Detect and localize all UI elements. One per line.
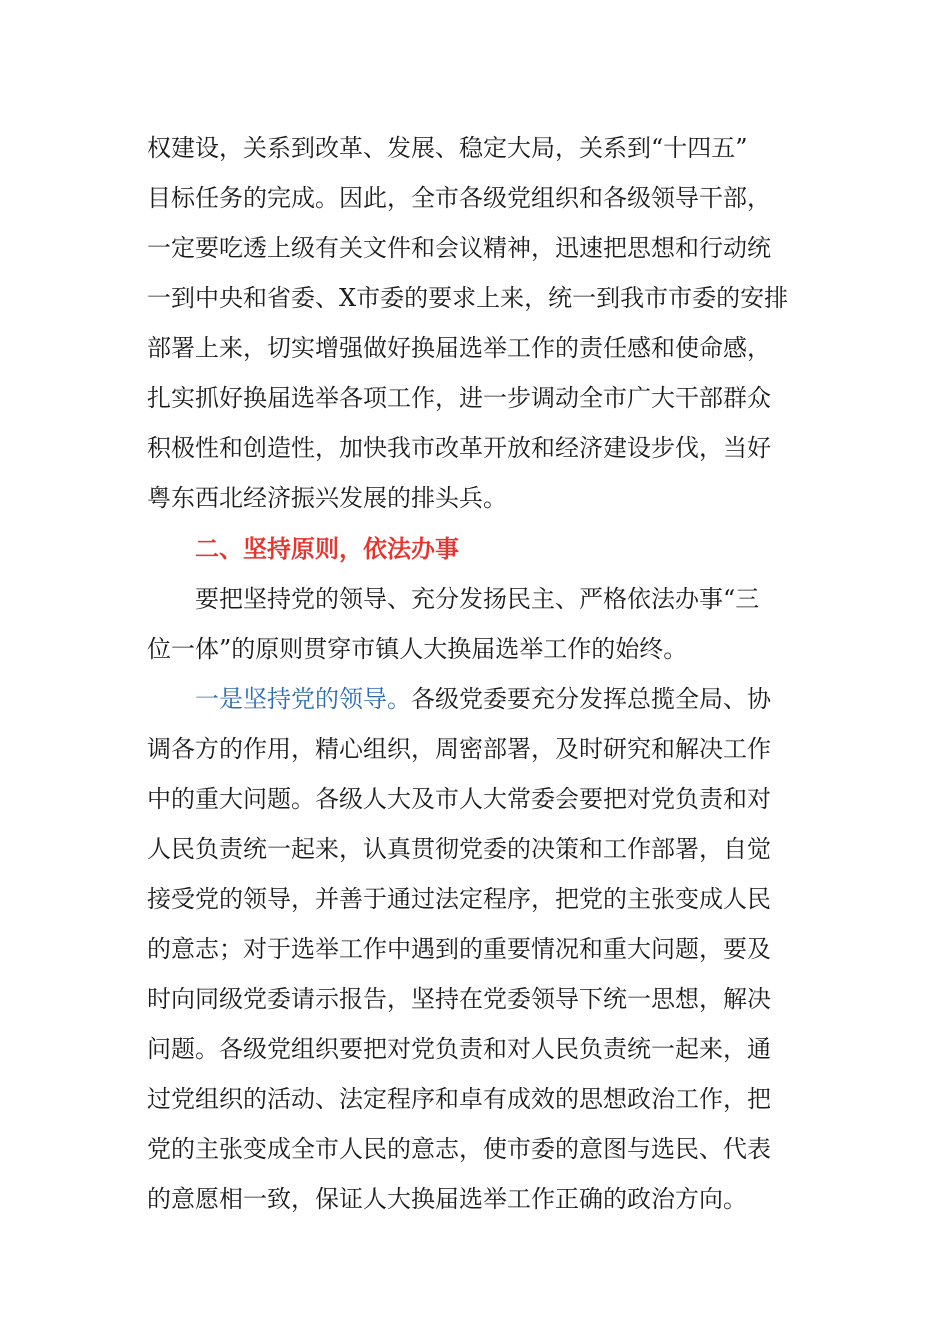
paragraph-1-line xyxy=(0,483,950,513)
paragraph-2-line xyxy=(0,634,950,664)
text-line: 扎实抓好换届选举各项工作，进一步调动全市广大干部群众 xyxy=(147,384,771,412)
text-line: 部署上来，切实增强做好换届选举工作的责任感和使命感， xyxy=(147,334,771,362)
text-line: 的意愿相一致，保证人大换届选举工作正确的政治方向。 xyxy=(147,1185,747,1213)
paragraph-3-line xyxy=(0,684,950,714)
paragraph-3-line xyxy=(0,1134,950,1164)
paragraph-3-line xyxy=(0,884,950,914)
text-line: 权建设，关系到改革、发展、稳定大局，关系到“十四五” xyxy=(147,134,748,162)
paragraph-1-line xyxy=(0,383,950,413)
text-line: 的意志；对于选举工作中遇到的重要情况和重大问题，要及 xyxy=(147,935,771,963)
paragraph-3-line xyxy=(0,1184,950,1214)
paragraph-2-line xyxy=(0,584,950,614)
paragraph-3-first-line xyxy=(195,684,771,714)
text-line: 位一体”的原则贯穿市镇人大换届选举工作的始终。 xyxy=(147,635,688,663)
paragraph-1-line xyxy=(0,333,950,363)
text-line: 一到中央和省委、X市委的要求上来，统一到我市市委的安排 xyxy=(147,284,789,312)
text-line: 中的重大问题。各级人大及市人大常委会要把对党负责和对 xyxy=(147,785,771,813)
section-heading-line xyxy=(0,534,950,564)
paragraph-3-line xyxy=(0,834,950,864)
paragraph-3-line xyxy=(0,934,950,964)
text-line: 问题。各级党组织要把对党负责和对人民负责统一起来，通 xyxy=(147,1035,771,1063)
text-line: 时向同级党委请示报告，坚持在党委领导下统一思想，解决 xyxy=(147,985,771,1013)
text-line: 过党组织的活动、法定程序和卓有成效的思想政治工作，把 xyxy=(147,1085,771,1113)
text-line: 党的主张变成全市人民的意志，使市委的意图与选民、代表 xyxy=(147,1135,771,1163)
text-line: 人民负责统一起来，认真贯彻党委的决策和工作部署，自觉 xyxy=(147,835,771,863)
text-line: 调各方的作用，精心组织，周密部署，及时研究和解决工作 xyxy=(147,735,771,763)
text-line: 要把坚持党的领导、充分发扬民主、严格依法办事“三 xyxy=(195,585,760,613)
paragraph-1-line xyxy=(0,233,950,263)
text-line: 粤东西北经济振兴发展的排头兵。 xyxy=(147,484,507,512)
text-line: 各级党委要充分发挥总揽全局、协 xyxy=(411,685,771,713)
text-line: 目标任务的完成。因此，全市各级党组织和各级领导干部， xyxy=(147,184,771,212)
lead-phrase: 一是坚持党的领导。 xyxy=(195,685,411,713)
paragraph-3-line xyxy=(0,1034,950,1064)
paragraph-1-line xyxy=(0,433,950,463)
text-line: 积极性和创造性，加快我市改革开放和经济建设步伐，当好 xyxy=(147,434,771,462)
paragraph-1-line xyxy=(0,183,950,213)
paragraph-1-line xyxy=(0,283,950,313)
paragraph-1-line xyxy=(0,133,950,163)
paragraph-3-line xyxy=(0,734,950,764)
text-line: 接受党的领导，并善于通过法定程序，把党的主张变成人民 xyxy=(147,885,771,913)
text-line: 一定要吃透上级有关文件和会议精神，迅速把思想和行动统 xyxy=(147,234,771,262)
paragraph-3-line xyxy=(0,984,950,1014)
paragraph-3-line xyxy=(0,784,950,814)
section-heading: 二、坚持原则，依法办事 xyxy=(195,535,459,563)
paragraph-3-line xyxy=(0,1084,950,1114)
